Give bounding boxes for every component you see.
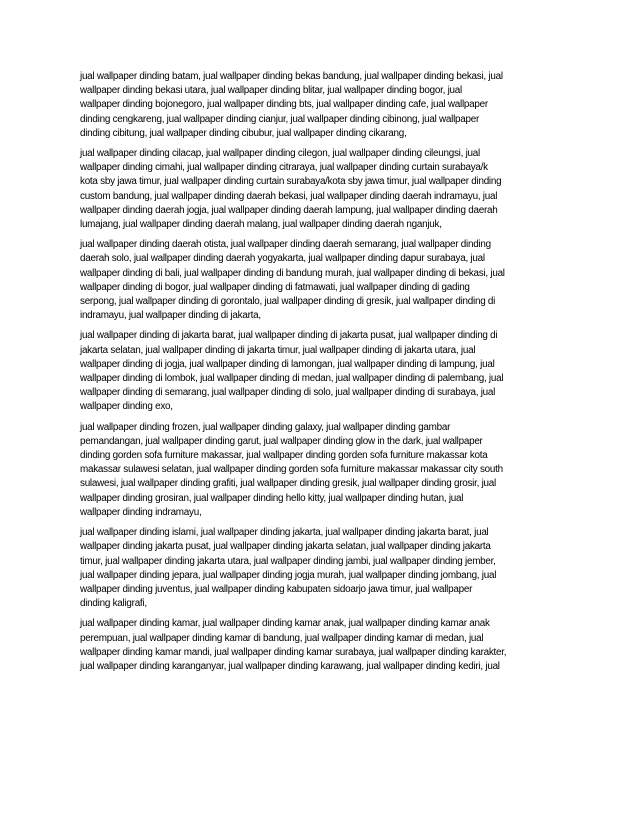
text-line: makassar sulawesi selatan, jual wallpaper dinding gorden sofa furniture makassar makassar city south [80, 464, 503, 476]
text-line: serpong, jual wallpaper dinding di gorontalo, jual wallpaper dinding di gresik, jual wallpaper dinding di [80, 296, 496, 308]
text-line: wallpaper dinding jakarta pusat, jual wallpaper dinding jakarta selatan, jual wallpaper dinding jakarta [80, 541, 491, 553]
text-line: jual wallpaper dinding batam, jual wallpaper dinding bekas bandung, jual wallpaper dinding bekasi, jual [80, 71, 503, 82]
text-line: jual wallpaper dinding cilacap, jual wallpaper dinding cilegon, jual wallpaper dinding cileungsi, jual [80, 148, 480, 160]
text-line: jual wallpaper dinding kamar, jual wallpaper dinding kamar anak, jual wallpaper dinding kamar anak [80, 618, 490, 630]
text-line: wallpaper dinding grosiran, jual wallpaper dinding hello kitty, jual wallpaper dinding hutan, jual [80, 492, 464, 504]
text-line: wallpaper dinding di lombok, jual wallpaper dinding di medan, jual wallpaper dinding di palembang, jual [80, 373, 504, 385]
text-line: jual wallpaper dinding daerah otista, jual wallpaper dinding daerah semarang, jual wallpaper dinding [80, 239, 491, 251]
text-line: wallpaper dinding indramayu, [80, 506, 202, 518]
text-line: daerah solo, jual wallpaper dinding daerah yogyakarta, jual wallpaper dinding dapur surabaya, jual [80, 253, 485, 265]
text-line: wallpaper dinding di bali, jual wallpaper dinding di bandung murah, jual wallpaper dinding di bekasi, jual [80, 267, 505, 279]
text-line: jual wallpaper dinding jepara, jual wallpaper dinding jogja murah, jual wallpaper dinding jombang, jual [80, 569, 497, 581]
text-line: pemandangan, jual wallpaper dinding garut, jual wallpaper dinding glow in the dark, jual wallpaper [80, 435, 483, 447]
text-line: indramayu, jual wallpaper dinding di jakarta, [80, 310, 261, 322]
text-line: dinding cibitung, jual wallpaper dinding cibubur, jual wallpaper dinding cikarang, [80, 127, 407, 139]
text-line: wallpaper dinding daerah jogja, jual wallpaper dinding daerah lampung, jual wallpaper dinding daerah [80, 204, 498, 216]
text-line: jual wallpaper dinding di jakarta barat, jual wallpaper dinding di jakarta pusat, jual wallpaper dinding di [80, 330, 498, 342]
text-line: jakarta selatan, jual wallpaper dinding di jakarta timur, jual wallpaper dinding di jakarta utara, jual [80, 344, 476, 356]
text-line: wallpaper dinding cimahi, jual wallpaper dinding citraraya, jual wallpaper dinding curtain surabaya/k [80, 162, 488, 174]
text-line: perempuan, jual wallpaper dinding kamar di bandung, jual wallpaper dinding kamar di medan, jual [80, 632, 484, 644]
paragraph [80, 526, 562, 611]
paragraph [80, 147, 562, 232]
text-line: jual wallpaper dinding frozen, jual wallpaper dinding galaxy, jual wallpaper dinding gambar [80, 421, 451, 433]
paragraph [80, 617, 562, 674]
document-page [80, 70, 562, 680]
text-line: wallpaper dinding bekasi utara, jual wallpaper dinding blitar, jual wallpaper dinding bogor, jual [80, 85, 462, 97]
text-line: wallpaper dinding di semarang, jual wallpaper dinding di solo, jual wallpaper dinding di surabaya, jual [80, 387, 496, 399]
paragraph [80, 329, 562, 414]
text-line: jual wallpaper dinding islami, jual wallpaper dinding jakarta, jual wallpaper dinding jakarta barat, jual [80, 527, 489, 539]
text-line: jual wallpaper dinding karanganyar, jual wallpaper dinding karawang, jual wallpaper dinding kediri, jual [80, 660, 500, 672]
text-line: timur, jual wallpaper dinding jakarta utara, jual wallpaper dinding jambi, jual wallpaper dinding jember, [80, 555, 496, 567]
text-line: sulawesi, jual wallpaper dinding grafiti, jual wallpaper dinding gresik, jual wallpaper dinding grosir, jual [80, 478, 496, 490]
text-line: lumajang, jual wallpaper dinding daerah malang, jual wallpaper dinding daerah nganjuk, [80, 219, 442, 231]
paragraph [80, 238, 562, 323]
text-line: dinding gorden sofa furniture makassar, jual wallpaper dinding gorden sofa furniture makassar kota [80, 450, 488, 462]
text-line: wallpaper dinding di jogja, jual wallpaper dinding di lamongan, jual wallpaper dinding di lampung, jual [80, 358, 495, 370]
text-line: dinding kaligrafi, [80, 598, 147, 610]
text-line: wallpaper dinding di bogor, jual wallpaper dinding di fatmawati, jual wallpaper dinding di gading [80, 281, 470, 293]
paragraph [80, 421, 562, 520]
paragraph [80, 70, 562, 141]
text-line: wallpaper dinding juventus, jual wallpaper dinding kabupaten sidoarjo jawa timur, jual wallpaper [80, 583, 473, 595]
text-line: wallpaper dinding bojonegoro, jual wallpaper dinding bts, jual wallpaper dinding cafe, jual wallpaper [80, 99, 488, 111]
text-line: dinding cengkareng, jual wallpaper dinding cianjur, jual wallpaper dinding cibinong, jual wallpaper [80, 113, 480, 125]
text-line: kota sby jawa timur, jual wallpaper dinding curtain surabaya/kota sby jawa timur, jual wallpaper dinding [80, 176, 502, 188]
text-line: custom bandung, jual wallpaper dinding daerah bekasi, jual wallpaper dinding daerah indramayu, jual [80, 190, 498, 202]
text-line: wallpaper dinding kamar mandi, jual wallpaper dinding kamar surabaya, jual wallpaper dinding karakter, [80, 646, 507, 658]
text-line: wallpaper dinding exo, [80, 401, 173, 413]
